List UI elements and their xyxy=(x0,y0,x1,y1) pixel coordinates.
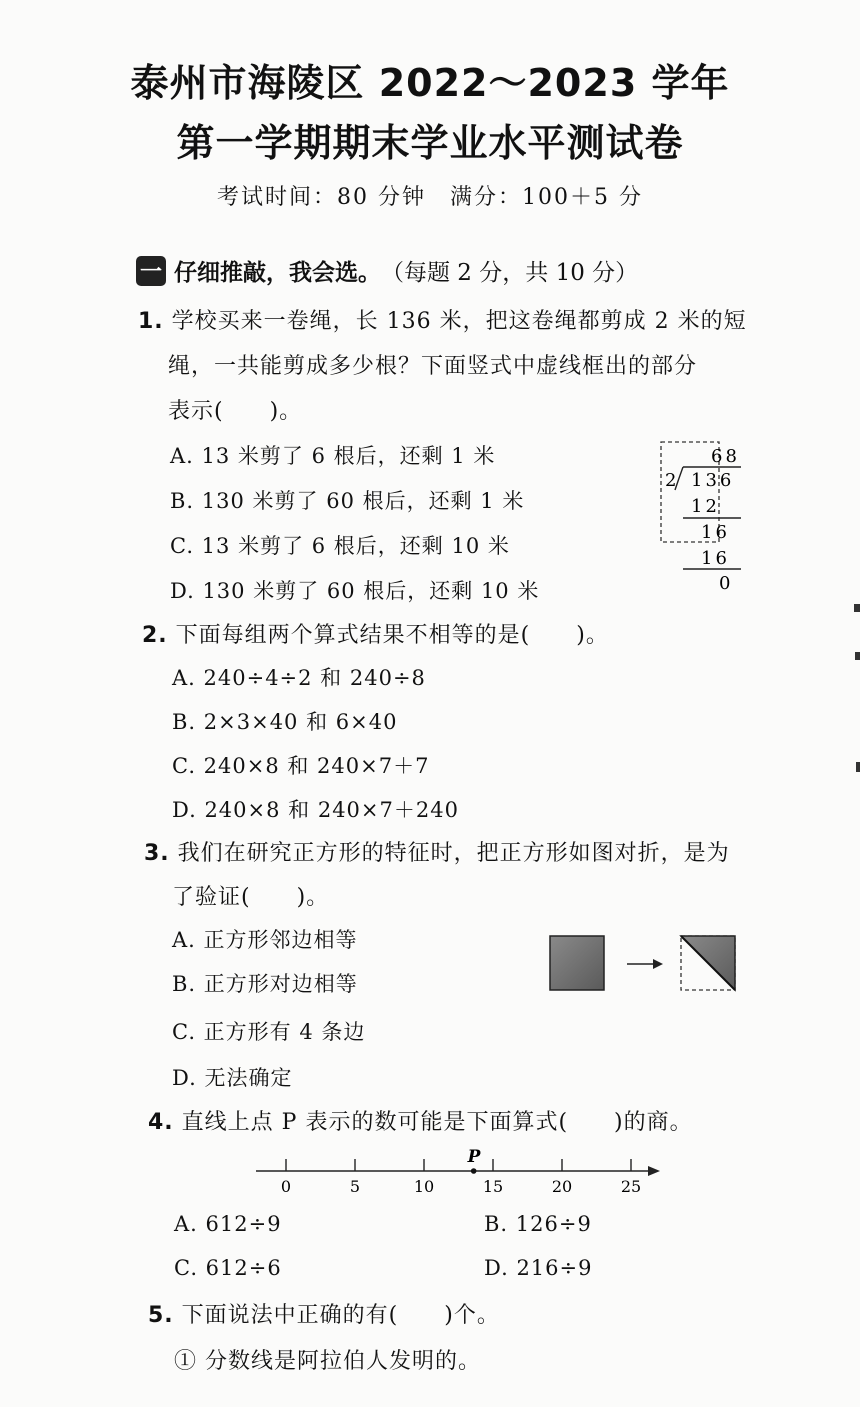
question-text: 表示( )。 xyxy=(168,399,303,424)
number-line-tick-label: 20 xyxy=(551,1177,573,1196)
option-b: B. 正方形对边相等 xyxy=(172,972,358,996)
option-d: D. 无法确定 xyxy=(172,1066,293,1090)
square-shape xyxy=(550,936,604,990)
question-text: 下面每组两个算式结果不相等的是( )。 xyxy=(175,623,609,648)
option-b: B. 130 米剪了 60 根后，还剩 1 米 xyxy=(170,489,525,513)
option-b: B. 126÷9 xyxy=(484,1212,592,1236)
question-text: 直线上点 P 表示的数可能是下面算式( )的商。 xyxy=(181,1110,693,1135)
option-c: C. 13 米剪了 6 根后，还剩 10 米 xyxy=(170,534,510,558)
scan-artifact xyxy=(856,762,860,772)
option-a: A. 612÷9 xyxy=(174,1212,282,1236)
point-p-label: P xyxy=(467,1147,481,1167)
option-d: D. 130 米剪了 60 根后，还剩 10 米 xyxy=(170,579,540,603)
section-scoring: （每题 2 分，共 10 分） xyxy=(381,260,639,286)
question-number: 4. xyxy=(148,1110,174,1135)
number-line-tick-label: 0 xyxy=(280,1177,292,1196)
step-product-1: 12 xyxy=(691,496,720,517)
option-d: D. 216÷9 xyxy=(484,1256,593,1280)
option-c: C. 612÷6 xyxy=(174,1256,282,1280)
exam-info: 考试时间：80 分钟 满分：100＋5 分 xyxy=(217,185,643,210)
number-line-tick-label: 10 xyxy=(413,1177,435,1196)
option-b: B. 2×3×40 和 6×40 xyxy=(172,710,398,734)
question-text: 我们在研究正方形的特征时，把正方形如图对折，是为 xyxy=(177,841,730,866)
step-remainder: 16 xyxy=(701,522,730,543)
option-a: A. 13 米剪了 6 根后，还剩 1 米 xyxy=(170,444,496,468)
question-number: 2. xyxy=(142,623,168,648)
section-header xyxy=(136,254,638,287)
question-text: 绳，一共能剪成多少根？下面竖式中虚线框出的部分 xyxy=(168,354,698,379)
point-p xyxy=(471,1168,477,1174)
option-c: C. 240×8 和 240×7＋7 xyxy=(172,754,430,778)
arrow-head-icon xyxy=(653,959,663,969)
scan-artifact xyxy=(855,652,860,660)
option-a: A. 正方形邻边相等 xyxy=(172,928,358,952)
section-number-badge: 一 xyxy=(136,256,166,286)
page-title-line1: 泰州市海陵区 2022～2023 学年 xyxy=(130,61,730,105)
number-line-tick-label: 15 xyxy=(482,1177,504,1196)
option-c: C. 正方形有 4 条边 xyxy=(172,1020,366,1044)
question-number: 1. xyxy=(138,309,164,334)
question-text: 下面说法中正确的有( )个。 xyxy=(181,1303,500,1328)
square-folding-figure xyxy=(545,932,745,996)
final-remainder: 0 xyxy=(719,573,731,594)
dividend: 136 xyxy=(691,470,735,491)
section-heading: 仔细推敲，我会选。 xyxy=(174,260,381,286)
page-title-line2: 第一学期期末学业水平测试卷 xyxy=(176,121,684,165)
number-line-tick-label: 5 xyxy=(349,1177,361,1196)
number-line-tick-label: 25 xyxy=(620,1177,642,1196)
question-number: 3. xyxy=(144,841,170,866)
statement-1: ① 分数线是阿拉伯人发明的。 xyxy=(174,1349,481,1374)
question-text: 了验证( )。 xyxy=(172,885,330,910)
option-a: A. 240÷4÷2 和 240÷8 xyxy=(172,666,426,690)
divisor: 2 xyxy=(665,470,677,491)
long-division-figure xyxy=(655,438,755,596)
question-number: 5. xyxy=(148,1303,174,1328)
number-line xyxy=(250,1144,670,1198)
question-text: 学校买来一卷绳，长 136 米，把这卷绳都剪成 2 米的短 xyxy=(171,309,747,334)
scan-artifact xyxy=(854,604,860,612)
option-d: D. 240×8 和 240×7＋240 xyxy=(172,798,459,822)
quotient: 68 xyxy=(711,446,740,467)
arrow-head-icon xyxy=(648,1166,660,1176)
step-product-2: 16 xyxy=(701,548,730,569)
